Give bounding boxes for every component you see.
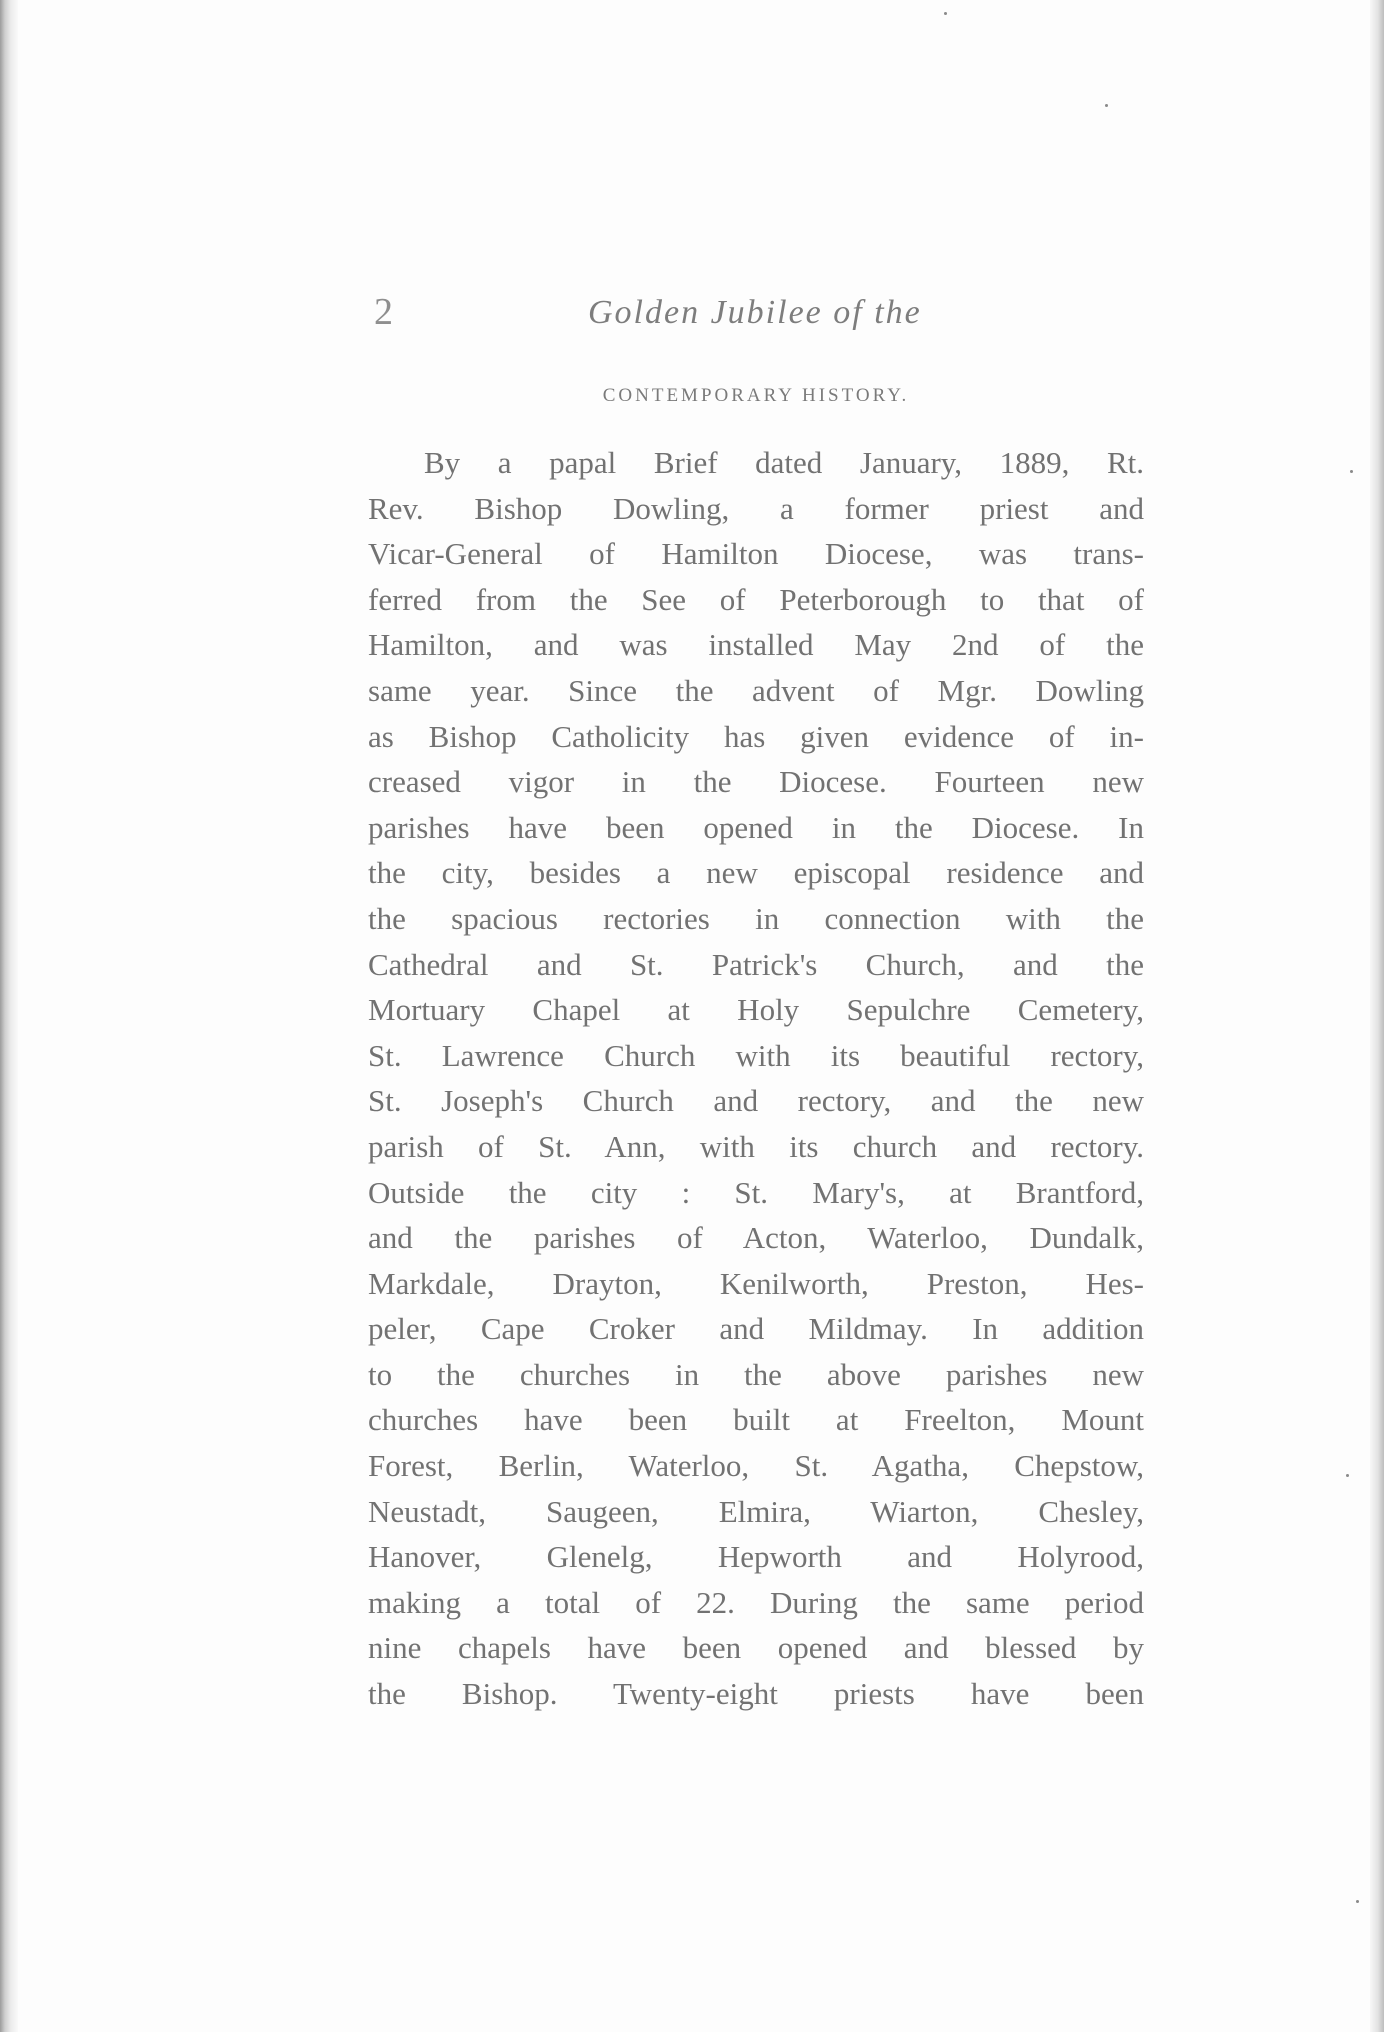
text-line: Markdale, Drayton, Kenilworth, Preston, Hes- (368, 1265, 1144, 1301)
text-line: Forest, Berlin, Waterloo, St. Agatha, Chepstow, (368, 1448, 1144, 1484)
text-line: parish of St. Ann, with its church and rectory. (368, 1128, 1144, 1164)
page-number: 2 (374, 291, 393, 333)
text-line: By a papal Brief dated January, 1889, Rt. (424, 445, 1144, 480)
text-line: Rev. Bishop Dowling, a former priest and (368, 490, 1144, 526)
text-line: peler, Cape Croker and Mildmay. In addition (368, 1311, 1144, 1347)
running-title: Golden Jubilee of the (588, 294, 922, 331)
text-line: Mortuary Chapel at Holy Sepulchre Cemetery, (368, 992, 1144, 1028)
paper-speck (1105, 104, 1108, 107)
text-line: Outside the city : St. Mary's, at Brantford, (368, 1174, 1144, 1210)
text-line: the Bishop. Twenty-eight priests have been (368, 1676, 1144, 1712)
text-line: the spacious rectories in connection with the (368, 900, 1144, 936)
page-right-edge-shadow (1370, 0, 1384, 2032)
text-line: Cathedral and St. Patrick's Church, and the (368, 946, 1144, 982)
paper-speck (1350, 470, 1353, 473)
text-line: Neustadt, Saugeen, Elmira, Wiarton, Chesley, (368, 1493, 1144, 1529)
text-line: ferred from the See of Peterborough to that of (368, 581, 1144, 617)
text-line: making a total of 22. During the same period (368, 1584, 1144, 1620)
text-line: Vicar-General of Hamilton Diocese, was trans- (368, 536, 1144, 572)
text-line: same year. Since the advent of Mgr. Dowling (368, 672, 1144, 708)
text-line: St. Lawrence Church with its beautiful rectory, (368, 1037, 1144, 1073)
section-heading: CONTEMPORARY HISTORY. (602, 385, 910, 406)
paper-speck (1356, 1900, 1359, 1903)
text-line: churches have been built at Freelton, Mount (368, 1402, 1144, 1438)
text-line: parishes have been opened in the Diocese. In (368, 809, 1144, 845)
text-line: and the parishes of Acton, Waterloo, Dundalk, (368, 1220, 1144, 1256)
paper-speck (1346, 1474, 1349, 1477)
body-paragraph (368, 440, 1144, 1717)
text-line: Hanover, Glenelg, Hepworth and Holyrood, (368, 1539, 1144, 1575)
page-left-edge-shadow (0, 0, 18, 2032)
text-line: St. Joseph's Church and rectory, and the new (368, 1083, 1144, 1119)
running-header (368, 290, 1148, 350)
text-line: the city, besides a new episcopal residence and (368, 855, 1144, 891)
paper-speck (944, 12, 947, 15)
text-line: creased vigor in the Diocese. Fourteen new (368, 764, 1144, 800)
text-line: to the churches in the above parishes new (368, 1356, 1144, 1392)
text-line: Hamilton, and was installed May 2nd of the (368, 627, 1144, 663)
text-line: nine chapels have been opened and blessed by (368, 1630, 1144, 1666)
text-line: as Bishop Catholicity has given evidence of in- (368, 718, 1144, 754)
